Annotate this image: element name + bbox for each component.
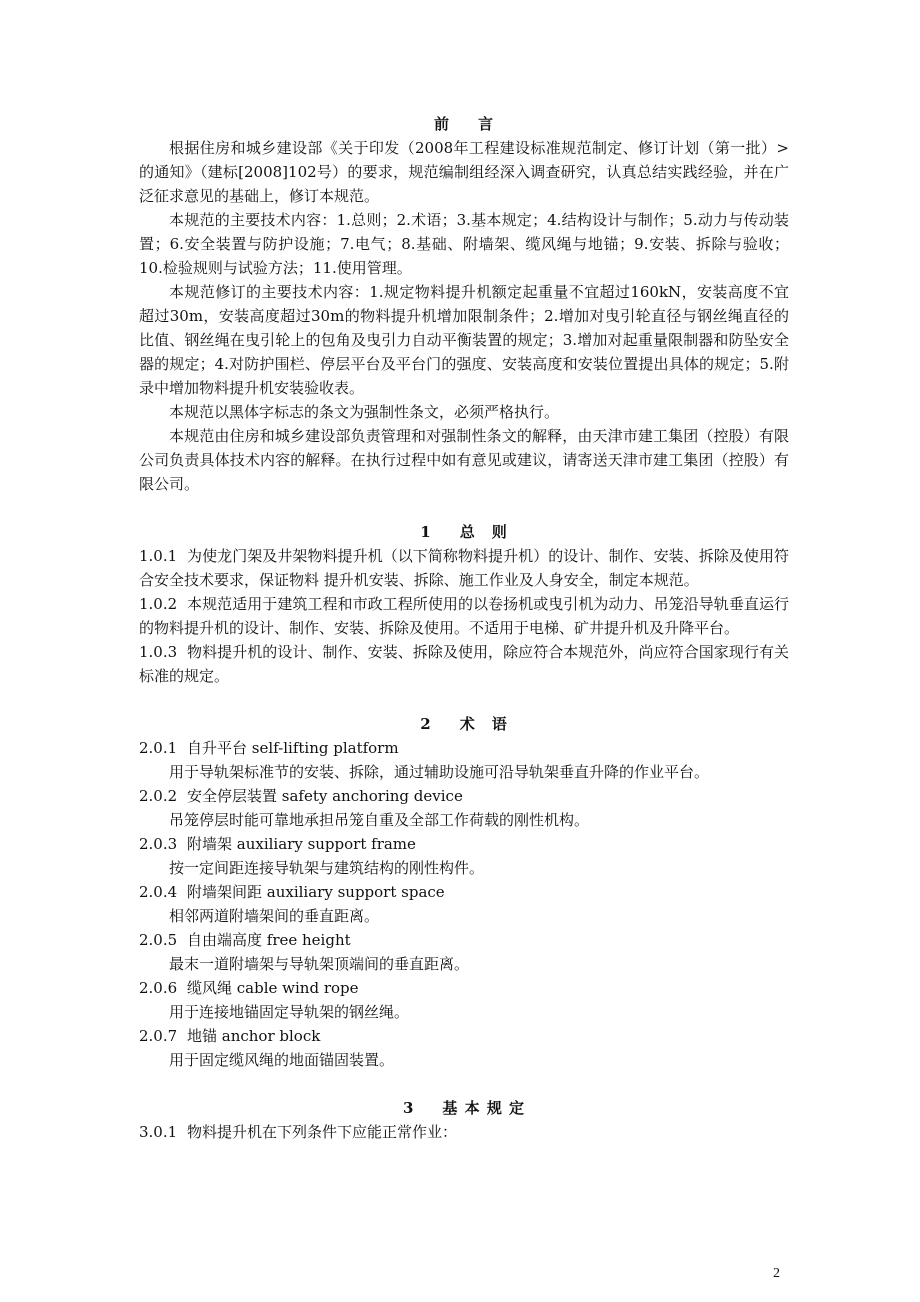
chapter-2-heading — [139, 712, 789, 736]
clause-1-0-1 — [139, 544, 789, 592]
clause-text: 物料提升机的设计、制作、安装、拆除及使用，除应符合本规范外，尚应符合国家现行有关标准的规定。 — [139, 643, 789, 685]
clause-number: 1.0.3 — [139, 643, 178, 661]
term-number: 2.0.1 — [139, 739, 178, 757]
term-2-0-5 — [139, 928, 789, 952]
clause-text: 本规范适用于建筑工程和市政工程所使用的以卷扬机或曳引机为动力、吊笼沿导轨垂直运行的物料提升机的设计、制作、安装、拆除及使用。不适用于电梯、矿井提升机及升降平台。 — [139, 595, 789, 637]
term-2-0-3 — [139, 832, 789, 856]
term-2-0-1 — [139, 736, 789, 760]
term-name: 自升平台 self-lifting platform — [187, 739, 399, 757]
term-definition: 按一定间距连接导轨架与建筑结构的刚性构件。 — [169, 859, 485, 877]
term-2-0-2 — [139, 784, 789, 808]
chapter-1-title: 总 则 — [459, 523, 508, 541]
clause-text: 物料提升机在下列条件下应能正常作业： — [187, 1123, 458, 1141]
term-definition: 吊笼停层时能可靠地承担吊笼自重及全部工作荷载的刚性机构。 — [169, 811, 590, 829]
term-number: 2.0.3 — [139, 835, 178, 853]
clause-number: 3.0.1 — [139, 1123, 178, 1141]
term-2-0-6 — [139, 976, 789, 1000]
clause-number: 1.0.1 — [139, 547, 178, 565]
term-definition: 用于导轨架标准节的安装、拆除，通过辅助设施可沿导轨架垂直升降的作业平台。 — [169, 763, 710, 781]
clause-3-0-1 — [139, 1120, 789, 1144]
term-name: 自由端高度 free height — [187, 931, 351, 949]
chapter-3-number: 3 — [402, 1099, 415, 1117]
clause-number: 1.0.2 — [139, 595, 178, 613]
preface-paragraph-3: 本规范修订的主要技术内容：1.规定物料提升机额定起重量不宜超过160kN，安装高度不宜超过30m，安装高度超过30m的物料提升机增加限制条件；2.增加对曳引轮直径与钢丝绳直径的比值、钢丝绳在曳引轮上的包角及曳引力自动平衡装置的规定；3.增加对起重量限制器和防坠安全器的规定；4.对防护围栏、停层平台及平台门的强度、安装高度和安装位置提出具体的规定；5.附录中增加物料提升机安装验收表。 — [139, 283, 789, 397]
term-name: 附墙架间距 auxiliary support space — [187, 883, 445, 901]
clause-text: 为使龙门架及井架物料提升机（以下简称物料提升机）的设计、制作、安装、拆除及使用符合安全技术要求，保证物料 提升机安装、拆除、施工作业及人身安全，制定本规范。 — [139, 547, 789, 589]
chapter-3-heading — [139, 1096, 789, 1120]
preface-heading — [139, 112, 789, 136]
page-number: 2 — [773, 1266, 780, 1281]
preface-paragraph-4: 本规范以黑体字标志的条文为强制性条文，必须严格执行。 — [169, 403, 560, 421]
term-name: 缆风绳 cable wind rope — [187, 979, 359, 997]
term-definition: 相邻两道附墙架间的垂直距离。 — [169, 907, 380, 925]
chapter-2-title: 术 语 — [459, 715, 508, 733]
term-number: 2.0.7 — [139, 1027, 178, 1045]
chapter-2-number: 2 — [420, 715, 432, 733]
term-number: 2.0.6 — [139, 979, 178, 997]
term-number: 2.0.4 — [139, 883, 178, 901]
term-2-0-7 — [139, 1024, 789, 1048]
clause-1-0-3 — [139, 640, 789, 688]
clause-1-0-2 — [139, 592, 789, 640]
page-content — [139, 112, 789, 1144]
term-definition: 用于连接地锚固定导轨架的钢丝绳。 — [169, 1003, 410, 1021]
term-2-0-4 — [139, 880, 789, 904]
term-name: 地锚 anchor block — [187, 1027, 321, 1045]
term-definition: 用于固定缆风绳的地面锚固装置。 — [169, 1051, 395, 1069]
preface-title-a: 前 — [433, 115, 450, 133]
term-number: 2.0.2 — [139, 787, 178, 805]
chapter-1-number: 1 — [420, 523, 432, 541]
preface-title-b: 言 — [478, 115, 495, 133]
preface-paragraph-5: 本规范由住房和城乡建设部负责管理和对强制性条文的解释，由天津市建工集团（控股）有限公司负责具体技术内容的解释。在执行过程中如有意见或建议，请寄送天津市建工集团（控股）有限公司。 — [139, 427, 789, 493]
term-definition: 最末一道附墙架与导轨架顶端间的垂直距离。 — [169, 955, 470, 973]
chapter-3-title: 基 本 规 定 — [442, 1099, 526, 1117]
preface-paragraph-1: 根据住房和城乡建设部《关于印发（2008年工程建设标准规范制定、修订计划（第一批）>的通知》（建标[2008]102号）的要求，规范编制组经深入调查研究，认真总结实践经验，并在广泛征求意见的基础上，修订本规范。 — [139, 139, 789, 205]
term-name: 安全停层装置 safety anchoring device — [187, 787, 463, 805]
chapter-1-heading — [139, 520, 789, 544]
term-number: 2.0.5 — [139, 931, 178, 949]
preface-paragraph-2: 本规范的主要技术内容：1.总则；2.术语；3.基本规定；4.结构设计与制作；5.动力与传动装置；6.安全装置与防护设施；7.电气；8.基础、附墙架、缆风绳与地锚；9.安装、拆除与验收；10.检验规则与试验方法；11.使用管理。 — [139, 211, 789, 277]
term-name: 附墙架 auxiliary support frame — [187, 835, 416, 853]
